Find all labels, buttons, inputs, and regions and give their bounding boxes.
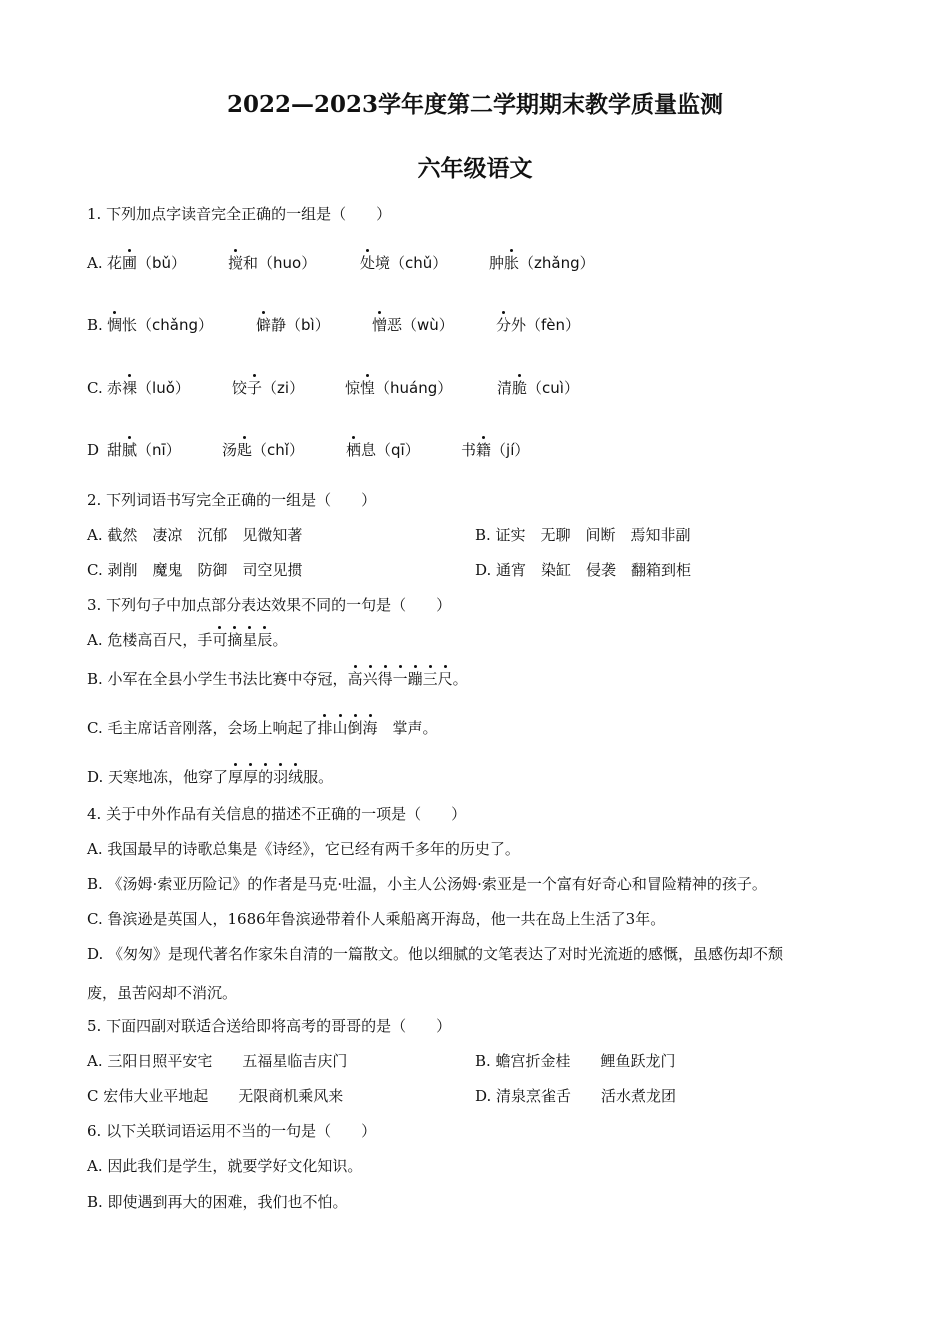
q3-option-b: B. 小军在全县小学生书法比赛中夺冠，高兴得一蹦三尺。 xyxy=(87,670,468,688)
q4-stem: 4. 关于中外作品有关信息的描述不正确的一项是（ ） xyxy=(87,805,467,823)
dotted-char: 三 xyxy=(422,670,438,688)
q1-d-prefix: D xyxy=(87,441,100,459)
pinyin-item: 清脆（cuì） xyxy=(497,379,579,397)
pinyin-item: 饺子（zi） xyxy=(232,379,305,397)
q6-option-a: A. 因此我们是学生，就要学好文化知识。 xyxy=(87,1157,363,1175)
pinyin-item: 花圃（bǔ） xyxy=(107,254,187,272)
dotted-char: 高 xyxy=(347,670,363,688)
dotted-char: 的 xyxy=(258,768,274,786)
q1-option-b xyxy=(87,315,581,335)
q3-option-c: C. 毛主席话音刚落，会场上响起了排山倒海 掌声。 xyxy=(87,719,438,737)
dotted-phrase xyxy=(228,768,303,786)
exam-subtitle: 六年级语文 xyxy=(417,155,533,182)
dotted-char: 排 xyxy=(317,719,333,737)
dotted-char: 海 xyxy=(362,719,378,737)
dotted-char: 倒 xyxy=(347,719,363,737)
dotted-char: 可 xyxy=(212,631,228,649)
dotted-char: 摘 xyxy=(227,631,243,649)
pinyin-item: 僻静（bì） xyxy=(256,316,330,334)
dotted-char: 厚 xyxy=(243,768,259,786)
pinyin-item: 赤裸（luǒ） xyxy=(107,379,190,397)
dotted-phrase xyxy=(317,719,377,737)
q3-stem: 3. 下列句子中加点部分表达效果不同的一句是（ ） xyxy=(87,596,452,614)
q5-option-c: C 宏伟大业平地起 无限商机乘风来 xyxy=(87,1087,344,1105)
dotted-char: 得 xyxy=(377,670,393,688)
q5-option-d: D. 清泉烹雀舌 活水煮龙团 xyxy=(475,1087,677,1105)
pinyin-item: 惆怅（chǎng） xyxy=(107,316,214,334)
pinyin-item: 栖息（qī） xyxy=(346,441,420,459)
q2-option-d: D. 通宵 染缸 侵袭 翻箱到柜 xyxy=(475,561,692,579)
q1-stem: 1. 下列加点字读音完全正确的一组是（ ） xyxy=(87,205,392,223)
pinyin-item: 汤匙（chǐ） xyxy=(222,441,304,459)
dotted-char: 绒 xyxy=(288,768,304,786)
q6-option-b: B. 即使遇到再大的困难，我们也不怕。 xyxy=(87,1193,348,1211)
q5-stem: 5. 下面四副对联适合送给即将高考的哥哥的是（ ） xyxy=(87,1017,452,1035)
q1-b-prefix: B. xyxy=(87,316,103,334)
pinyin-item: 分外（fèn） xyxy=(496,316,581,334)
dotted-phrase xyxy=(212,631,272,649)
dotted-char: 一 xyxy=(392,670,408,688)
dotted-char: 辰 xyxy=(257,631,273,649)
q4-option-d-line2: 废，虽苦闷却不消沉。 xyxy=(87,984,238,1002)
pinyin-item: 惊惶（huáng） xyxy=(345,379,453,397)
q3-option-d: D. 天寒地冻，他穿了厚厚的羽绒服。 xyxy=(87,768,334,786)
dotted-char: 星 xyxy=(242,631,258,649)
q2-option-b: B. 证实 无聊 间断 焉知非副 xyxy=(475,526,691,544)
q1-a-prefix: A. xyxy=(87,254,103,272)
pinyin-item: 处境（chǔ） xyxy=(360,254,448,272)
q1-option-c xyxy=(87,378,579,398)
dotted-char: 厚 xyxy=(228,768,244,786)
q3-option-a: A. 危楼高百尺，手可摘星辰。 xyxy=(87,631,288,649)
q4-option-c: C. 鲁滨逊是英国人，1686年鲁滨逊带着仆人乘船离开海岛，他一共在岛上生活了3年。 xyxy=(87,910,666,928)
q2-option-c: C. 剥削 魔鬼 防御 司空见掼 xyxy=(87,561,303,579)
q5-option-a: A. 三阳日照平安宅 五福星临吉庆门 xyxy=(87,1052,348,1070)
pinyin-item: 甜腻（nī） xyxy=(107,441,181,459)
pinyin-item: 搅和（huo） xyxy=(228,254,317,272)
q1-option-d xyxy=(87,440,530,460)
q1-c-prefix: C. xyxy=(87,379,103,397)
q4-option-b: B. 《汤姆·索亚历险记》的作者是马克·吐温，小主人公汤姆·索亚是一个富有好奇心和冒险精神的孩子。 xyxy=(87,875,767,893)
q2-option-a: A. 截然 凄凉 沉郁 见微知著 xyxy=(87,526,303,544)
dotted-char: 尺 xyxy=(437,670,453,688)
q1-option-a xyxy=(87,253,595,273)
exam-title: 2022—2023学年度第二学期期末教学质量监测 xyxy=(226,91,724,118)
dotted-char: 蹦 xyxy=(407,670,423,688)
q2-stem: 2. 下列词语书写完全正确的一组是（ ） xyxy=(87,491,377,509)
q4-option-d-line1: D. 《匆匆》是现代著名作家朱自清的一篇散文。他以细腻的文笔表达了对时光流逝的感慨，虽感伤却不颓 xyxy=(87,945,784,963)
pinyin-item: 肿胀（zhǎng） xyxy=(489,254,595,272)
dotted-char: 兴 xyxy=(362,670,378,688)
dotted-phrase xyxy=(348,670,453,688)
pinyin-item: 书籍（jí） xyxy=(461,441,530,459)
pinyin-item: 憎恶（wù） xyxy=(372,316,454,334)
q6-stem: 6. 以下关联词语运用不当的一句是（ ） xyxy=(87,1122,377,1140)
q5-option-b: B. 蟾宫折金桂 鲤鱼跃龙门 xyxy=(475,1052,676,1070)
dotted-char: 山 xyxy=(332,719,348,737)
q4-option-a: A. 我国最早的诗歌总集是《诗经》，它已经有两千多年的历史了。 xyxy=(87,840,520,858)
dotted-char: 羽 xyxy=(273,768,289,786)
